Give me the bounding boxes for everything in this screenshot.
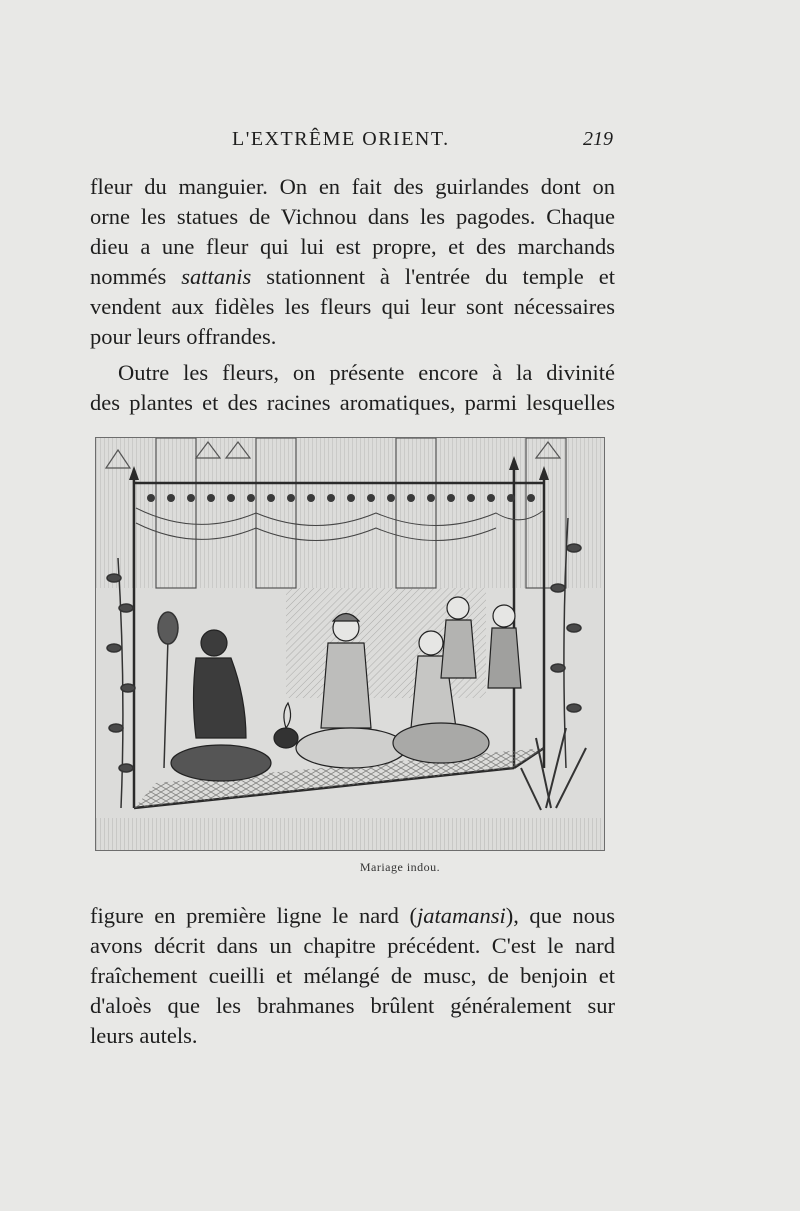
text-segment: stationnent à l'entrée du temple et xyxy=(251,264,615,289)
text-segment: nommés xyxy=(90,264,182,289)
engraving-illustration xyxy=(95,437,605,851)
text-line: des plantes et des racines aromatiques, parmi lesquelles xyxy=(90,390,615,415)
paragraph-3 xyxy=(90,901,615,1051)
text-line xyxy=(90,262,615,292)
paragraph-1 xyxy=(90,172,615,352)
text-line: dieu a une fleur qui lui est propre, et des marchands xyxy=(90,234,615,259)
text-line: vendent aux fidèles les fleurs qui leur sont nécessaires xyxy=(90,294,615,319)
text-segment: ), que nous xyxy=(505,903,615,928)
text-line: fleur du manguier. On en fait des guirlandes dont on xyxy=(90,174,615,199)
page-number: 219 xyxy=(583,128,613,150)
text-line: avons décrit dans un chapitre précédent. C'est le nard xyxy=(90,933,615,958)
text-line: fraîchement cueilli et mélangé de musc, de benjoin et xyxy=(90,963,615,988)
italic-term: sattanis xyxy=(181,264,252,289)
text-line: orne les statues de Vichnou dans les pagodes. Chaque xyxy=(90,204,615,229)
text-line: leurs autels. xyxy=(90,1023,198,1048)
italic-term: jatamansi xyxy=(416,903,506,928)
text-segment: figure en première ligne le nard ( xyxy=(90,903,417,928)
paragraph-2 xyxy=(90,358,615,418)
text-line: d'aloès que les brahmanes brûlent généralement sur xyxy=(90,993,615,1018)
text-line: pour leurs offrandes. xyxy=(90,324,277,349)
figure-caption: Mariage indou. xyxy=(359,860,441,874)
text-line xyxy=(90,901,615,931)
running-header: L'EXTRÊME ORIENT. xyxy=(232,128,450,150)
text-line: Outre les fleurs, on présente encore à la divinité xyxy=(118,360,615,385)
